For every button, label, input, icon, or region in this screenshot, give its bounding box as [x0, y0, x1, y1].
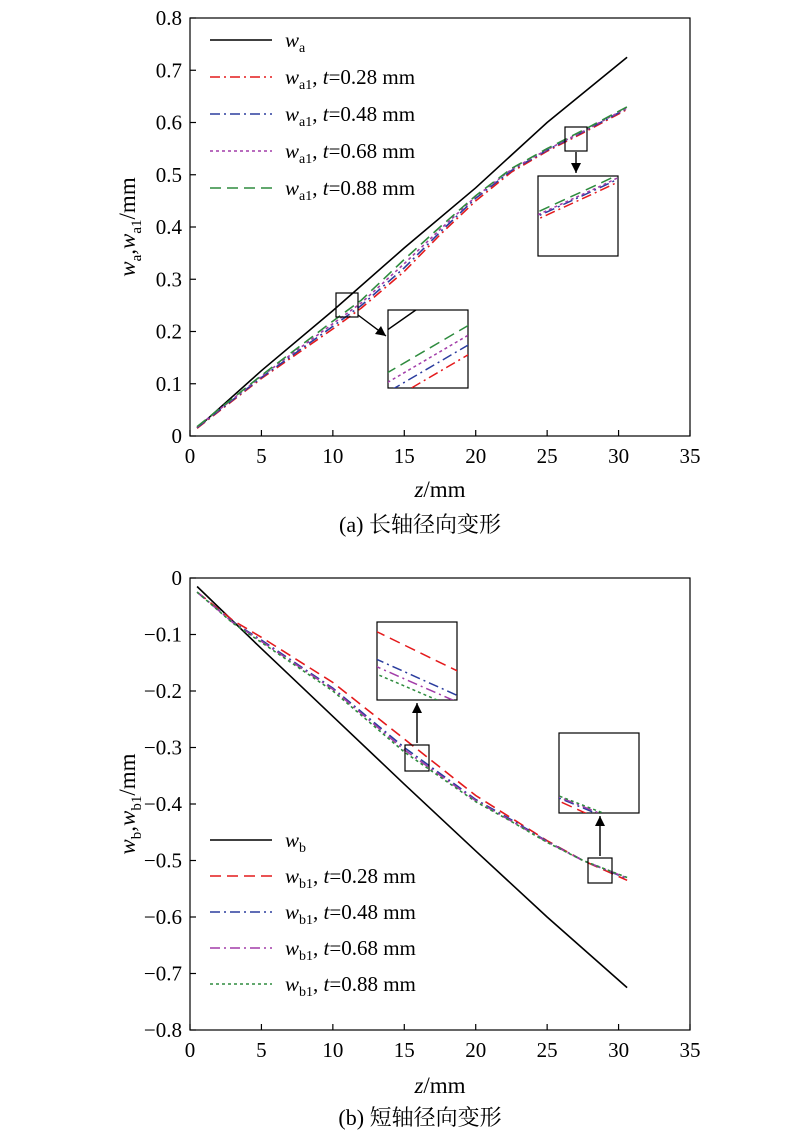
y-tick-label: −0.8	[143, 1018, 182, 1042]
chart-caption: (b) 短轴径向变形	[338, 1105, 502, 1130]
zoom-arrowhead	[412, 703, 422, 713]
x-tick-label: 10	[322, 1038, 344, 1062]
x-tick-label: 5	[256, 444, 267, 468]
x-tick-label: 35	[679, 1038, 701, 1062]
y-axis-label: $w_b,w_{b1}/mm$	[115, 753, 145, 855]
y-tick-label: 0.3	[155, 267, 182, 292]
x-tick-label: 0	[184, 1038, 196, 1062]
x-tick-label: 10	[322, 444, 344, 468]
legend-entry: $w_{b1}$, t=0.68 mm	[285, 936, 416, 964]
zoom-arrowhead	[571, 163, 581, 173]
y-tick-label: −0.1	[143, 622, 182, 647]
x-axis-label: z/mm	[414, 1073, 466, 1098]
x-tick-label: 25	[536, 444, 558, 468]
legend-entry: $w_{a1}$, t=0.68 mm	[285, 139, 416, 167]
y-tick-label: −0.2	[143, 679, 182, 703]
y-tick-label: 0.8	[155, 6, 182, 30]
y-tick-label: 0.7	[155, 58, 182, 83]
x-tick-label: 30	[608, 1038, 630, 1062]
y-tick-label: 0	[171, 424, 182, 448]
y-tick-label: 0.4	[155, 215, 182, 239]
x-tick-label: 0	[184, 444, 196, 468]
legend-entry: $w_{a1}$, t=0.28 mm	[285, 65, 416, 93]
x-axis-label: z/mm	[414, 477, 466, 502]
x-tick-label: 20	[465, 1038, 487, 1062]
x-tick-label: 35	[679, 444, 701, 468]
legend-entry: $w_{b1}$, t=0.28 mm	[285, 864, 416, 892]
zoom-arrowhead	[375, 326, 386, 336]
x-tick-label: 20	[465, 444, 487, 468]
y-axis-label: $w_a,w_{a1}/mm$	[115, 177, 145, 277]
y-tick-label: 0.2	[155, 319, 182, 344]
legend-entry: $w_{b1}$, t=0.48 mm	[285, 900, 416, 928]
zoom-inset-box	[377, 622, 457, 700]
legend-entry: $w_{a1}$, t=0.48 mm	[285, 102, 416, 130]
y-tick-label: −0.6	[143, 905, 182, 929]
legend-entry: $w_{a1}$, t=0.88 mm	[285, 176, 416, 204]
y-tick-label: −0.5	[143, 848, 182, 873]
legend-entry: $w_b$	[285, 828, 307, 856]
x-tick-label: 30	[608, 444, 630, 468]
y-tick-label: 0.6	[155, 110, 182, 135]
y-tick-label: −0.4	[143, 792, 182, 816]
x-tick-label: 25	[536, 1038, 558, 1062]
x-tick-label: 5	[256, 1038, 267, 1062]
y-tick-label: −0.3	[143, 735, 182, 760]
chart-caption: (a) 长轴径向变形	[339, 512, 501, 537]
legend-entry: $w_a$	[285, 28, 306, 56]
zoom-arrowhead	[595, 816, 605, 826]
x-tick-label: 15	[393, 1038, 415, 1062]
x-tick-label: 15	[393, 444, 415, 468]
y-tick-label: 0.5	[155, 162, 182, 187]
y-tick-label: 0	[171, 566, 182, 590]
y-tick-label: −0.7	[143, 961, 182, 986]
legend-entry: $w_{b1}$, t=0.88 mm	[285, 972, 416, 1000]
y-tick-label: 0.1	[155, 371, 182, 396]
